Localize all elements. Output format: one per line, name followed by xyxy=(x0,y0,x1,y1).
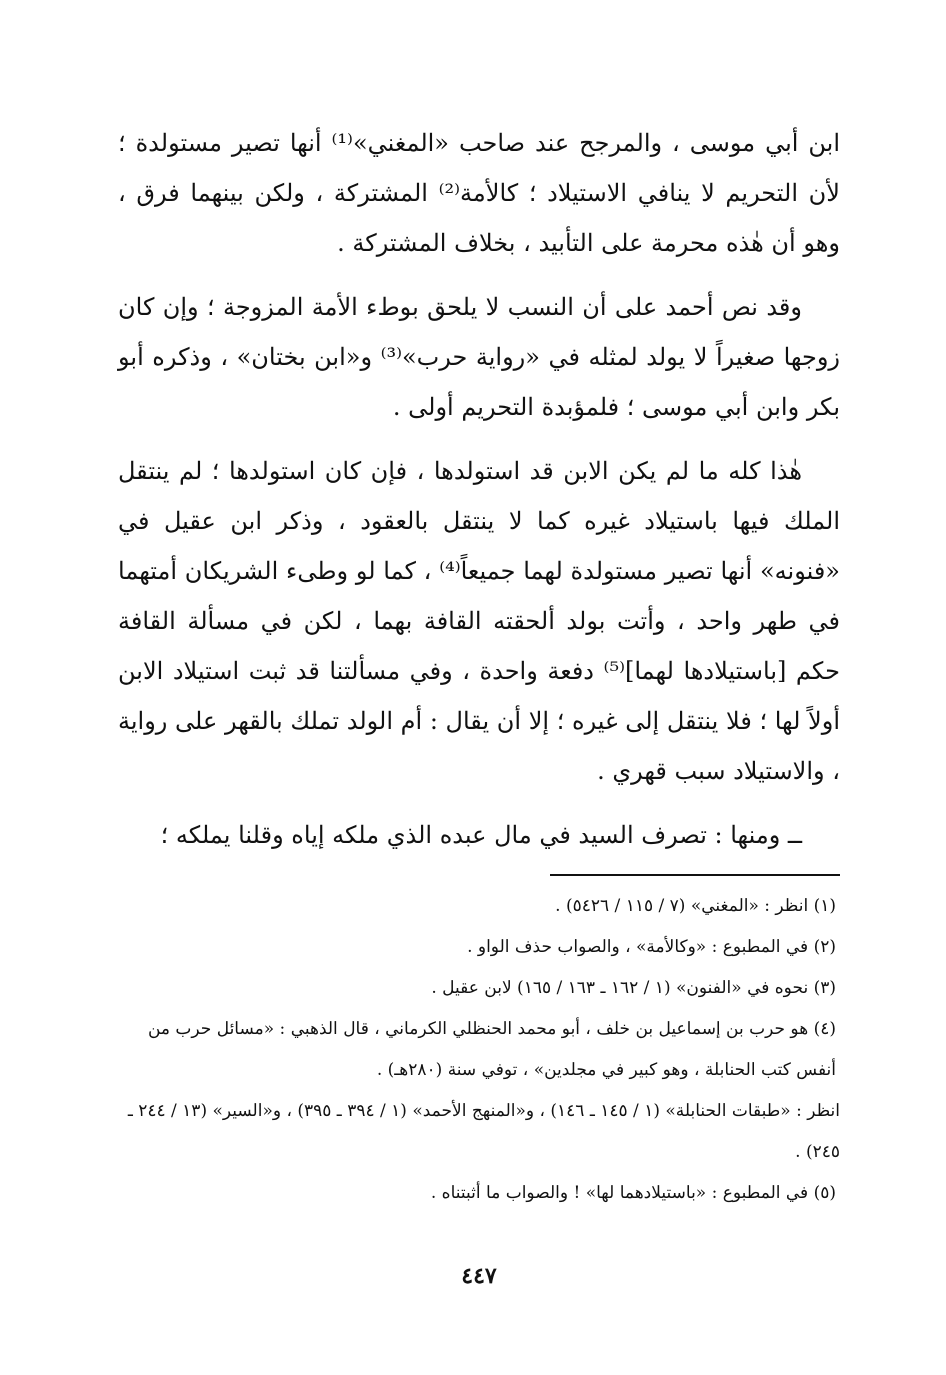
footnote-5: (٥) في المطبوع : «باستيلادهما لها» ! والصواب ما أثبتناه . xyxy=(430,1183,836,1203)
paragraph-4: ــ ومنها : تصرف السيد في مال عبده الذي ملكه إياه وقلنا يملكه ؛ xyxy=(160,821,802,849)
paragraph-1: ابن أبي موسى ، والمرجح عند صاحب «المغني»⁽¹⁾ أنها تصير مستولدة ؛ لأن التحريم لا ينافي الاستيلاد ؛ كالأمة⁽²⁾ المشتركة ، ولكن بينهما فرق ، وهو أن هٰذه محرمة على التأبيد ، بخلاف المشتركة . xyxy=(118,129,840,257)
page-number: ٤٤٧ xyxy=(461,1263,497,1289)
paragraph-3: هٰذا كله ما لم يكن الابن قد استولدها ، فإن كان استولدها ؛ لم ينتقل الملك فيها باستيلاد غيره كما لا ينتقل بالعقود ، وذكر ابن عقيل في «فنونه» أنها تصير مستولدة لهما جميعاً⁽⁴⁾ ، كما لو وطىء الشريكان أمتهما في طهر واحد ، وأتت بولد ألحقته القافة بهما ، لكن في مسألة القافة حكم [باستيلادها لهما]⁽⁵⁾ دفعة واحدة ، وفي مسألتنا قد ثبت استيلاد الابن أولاً لها ؛ فلا ينتقل إلى غيره ؛ إلا أن يقال : أم الولد تملك بالقهر على رواية ، والاستيلاد سبب قهري . xyxy=(118,457,840,785)
footnote-1: (١) انظر : «المغني» (٧ / ١١٥ / ٥٤٢٦) . xyxy=(555,896,836,916)
paragraph-2: وقد نص أحمد على أن النسب لا يلحق بوطء الأمة المزوجة ؛ وإن كان زوجها صغيراً لا يولد لمثله في «رواية حرب»⁽³⁾ و«ابن بختان» ، وذكره أبو بكر وابن أبي موسى ؛ فلمؤبدة التحريم أولى . xyxy=(118,293,840,421)
book-page xyxy=(118,118,840,1318)
footnote-separator xyxy=(550,874,840,876)
main-text xyxy=(118,118,840,860)
footnote-3: (٣) نحوه في «الفنون» (١ / ١٦٢ ـ ١٦٣ / ١٦٥) لابن عقيل . xyxy=(431,978,836,998)
footnote-2: (٢) في المطبوع : «وكالأمة» ، والصواب حذف الواو . xyxy=(467,937,836,957)
footnote-4: (٤) هو حرب بن إسماعيل بن خلف ، أبو محمد الحنظلي الكرماني ، قال الذهبي : «مسائل حرب من أنفس كتب الحنابلة ، وهو كبير في مجلدين» ، توفي سنة (٢٨٠هـ) . xyxy=(147,1019,836,1080)
footnotes xyxy=(118,886,840,1214)
footnote-4-continued: انظر : «طبقات الحنابلة» (١ / ١٤٥ ـ ١٤٦) ، و«المنهج الأحمد» (١ / ٣٩٤ ـ ٣٩٥) ، و«السير» (١٣ / ٢٤٤ ـ ٢٤٥) . xyxy=(127,1101,840,1162)
